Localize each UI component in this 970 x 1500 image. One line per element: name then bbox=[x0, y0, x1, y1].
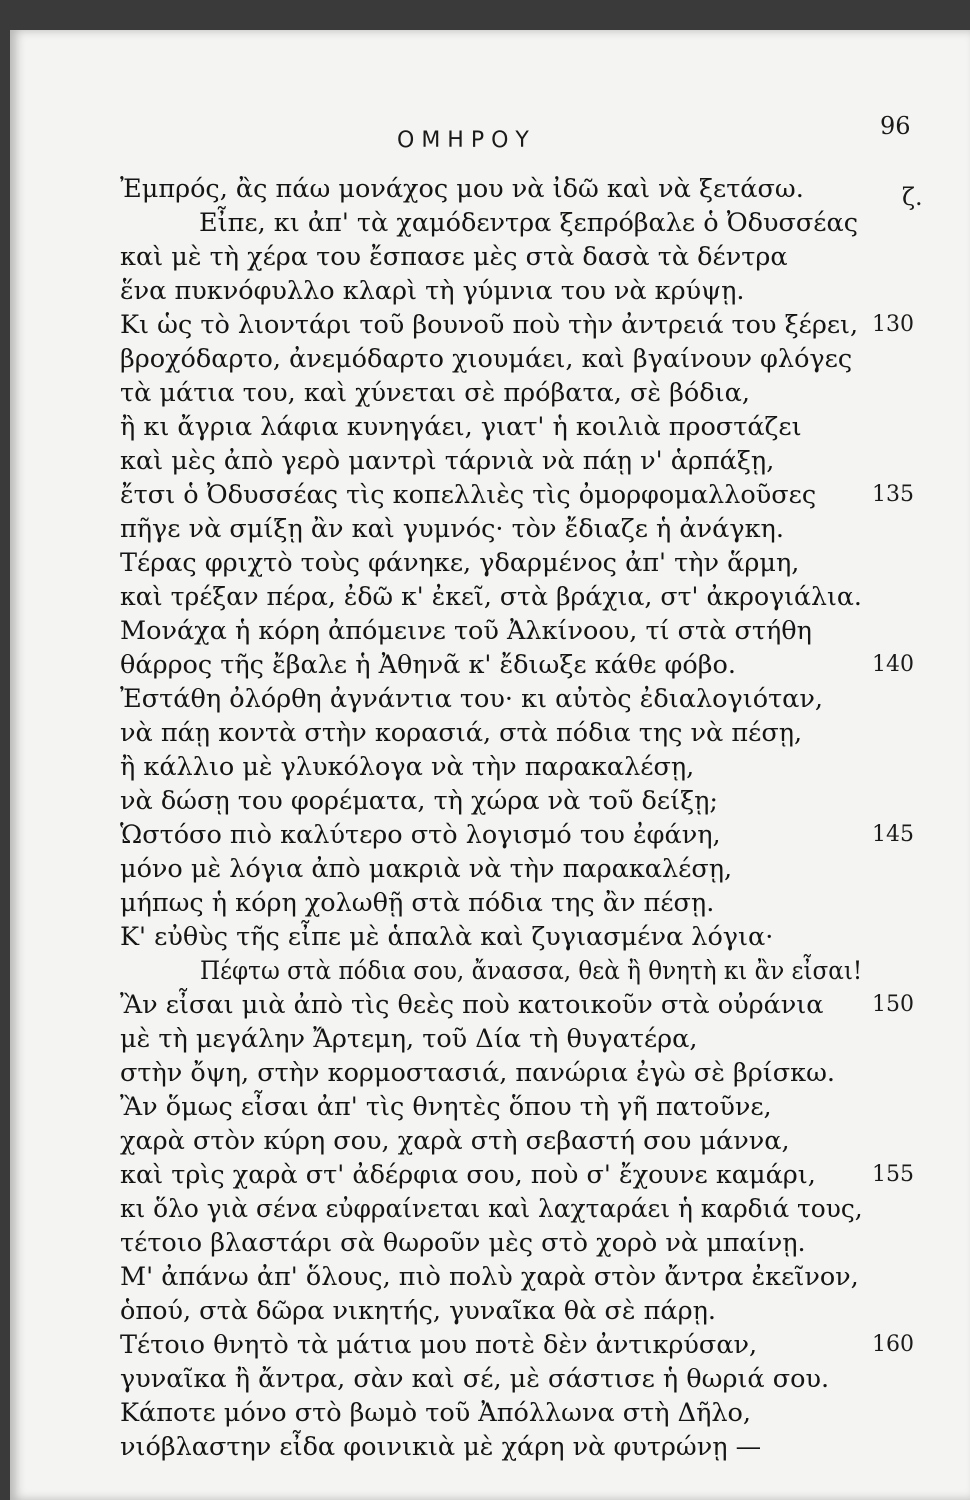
line-number: 135 bbox=[872, 482, 914, 507]
verse-line: Ἂν ὅμως εἶσαι ἀπ' τὶς θνητὲς ὅπου τὴ γῆ πατοῦνε, bbox=[120, 1092, 772, 1122]
verse-line: Ἐστάθη ὀλόρθη ἀγνάντια του· κι αὐτὸς ἐδιαλογιόταν, bbox=[120, 684, 824, 714]
verse-line: Ὡστόσο πιὸ καλύτερο στὸ λογισμό του ἐφάνη, bbox=[120, 820, 721, 850]
verse-line: ἕνα πυκνόφυλλο κλαρὶ τὴ γύμνια του νὰ κρύψῃ. bbox=[120, 276, 745, 306]
verse-line: μὲ τὴ μεγάλην Ἄρτεμη, τοῦ Δία τὴ θυγατέρα, bbox=[120, 1024, 698, 1054]
verse-line: νιόβλαστην εἶδα φοινικιὰ μὲ χάρη νὰ φυτρώνῃ — bbox=[120, 1432, 762, 1462]
verse-line: νὰ πάῃ κοντὰ στὴν κορασιά, στὰ πόδια της νὰ πέσῃ, bbox=[120, 718, 803, 748]
verse-line: Τέρας φριχτὸ τοὺς φάνηκε, γδαρμένος ἀπ' τὴν ἅρμη, bbox=[120, 548, 800, 578]
line-number: 145 bbox=[872, 822, 914, 847]
verse-line: νὰ δώσῃ του φορέματα, τὴ χώρα νὰ τοῦ δείξῃ; bbox=[120, 786, 718, 816]
verse-line: καὶ τρὶς χαρὰ στ' ἀδέρφια σου, ποὺ σ' ἔχουνε καμάρι, bbox=[120, 1160, 816, 1190]
verse-line: Μονάχα ἡ κόρη ἀπόμεινε τοῦ Ἀλκίνοου, τί στὰ στήθη bbox=[120, 616, 812, 646]
verse-line: ἢ κι ἄγρια λάφια κυνηγάει, γιατ' ἡ κοιλιὰ προστάζει bbox=[120, 412, 802, 442]
verse-line: χαρὰ στὸν κύρη σου, χαρὰ στὴ σεβαστή σου μάννα, bbox=[120, 1126, 790, 1156]
line-number: 130 bbox=[872, 312, 914, 337]
verse-line: Εἶπε, κι ἀπ' τὰ χαμόδεντρα ξεπρόβαλε ὁ Ὀδυσσέας bbox=[199, 208, 858, 238]
line-number: 150 bbox=[872, 992, 914, 1017]
running-title: ΟΜΗΡΟΥ bbox=[397, 128, 536, 153]
verse-line: καὶ τρέξαν πέρα, ἐδῶ κ' ἐκεῖ, στὰ βράχια, στ' ἀκρογιάλια. bbox=[120, 582, 862, 612]
line-number: 155 bbox=[872, 1162, 914, 1187]
line-number: 160 bbox=[872, 1332, 914, 1357]
verse-line: μόνο μὲ λόγια ἀπὸ μακριὰ νὰ τὴν παρακαλέσῃ, bbox=[120, 854, 733, 884]
verse-line: ὁπού, στὰ δῶρα νικητής, γυναῖκα θὰ σὲ πάρῃ. bbox=[120, 1296, 717, 1326]
verse-line: μήπως ἡ κόρη χολωθῇ στὰ πόδια της ἂν πέσῃ. bbox=[120, 888, 715, 918]
verse-line: τὰ μάτια του, καὶ χύνεται σὲ πρόβατα, σὲ βόδια, bbox=[120, 378, 750, 408]
verse-line: Πέφτω στὰ πόδια σου, ἄνασσα, θεὰ ἢ θνητὴ κι ἂν εἶσαι! bbox=[200, 956, 863, 986]
verse-line: Ἐμπρός, ἂς πάω μονάχος μου νὰ ἰδῶ καὶ νὰ ξετάσω. bbox=[120, 174, 804, 204]
line-number: 140 bbox=[872, 652, 914, 677]
verse-line: Μ' ἀπάνω ἀπ' ὅλους, πιὸ πολὺ χαρὰ στὸν ἄντρα ἐκεῖνον, bbox=[120, 1262, 859, 1292]
verse-line: ἔτσι ὁ Ὀδυσσέας τὶς κοπελλιὲς τὶς ὀμορφομαλλοῦσες bbox=[120, 480, 817, 510]
verse-line: βροχόδαρτο, ἀνεμόδαρτο χιουμάει, καὶ βγαίνουν φλόγες bbox=[120, 344, 853, 374]
verse-line: Κι ὡς τὸ λιοντάρι τοῦ βουνοῦ ποὺ τὴν ἀντρειά του ξέρει, bbox=[120, 310, 859, 340]
verse-line: Κ' εὐθὺς τῆς εἶπε μὲ ἁπαλὰ καὶ ζυγιασμένα λόγια· bbox=[120, 922, 774, 952]
verse-line: στὴν ὄψη, στὴν κορμοστασιά, πανώρια ἐγὼ σὲ βρίσκω. bbox=[120, 1058, 835, 1088]
verse-line: καὶ μὲς ἀπὸ γερὸ μαντρὶ τάρνιὰ νὰ πάῃ ν' ἁρπάξῃ, bbox=[120, 446, 775, 476]
verse-line: ἢ κάλλιο μὲ γλυκόλογα νὰ τὴν παρακαλέσῃ, bbox=[120, 752, 695, 782]
verse-line: Τέτοιο θνητὸ τὰ μάτια μου ποτὲ δὲν ἀντικρύσαν, bbox=[120, 1330, 758, 1360]
verse-line: Ἂν εἶσαι μιὰ ἀπὸ τὶς θεὲς ποὺ κατοικοῦν στὰ οὐράνια bbox=[120, 990, 824, 1020]
book-letter: ζ. bbox=[902, 183, 923, 211]
verse-line: καὶ μὲ τὴ χέρα του ἔσπασε μὲς στὰ δασὰ τὰ δέντρα bbox=[120, 242, 788, 272]
verse-line: Κάποτε μόνο στὸ βωμὸ τοῦ Ἀπόλλωνα στὴ Δῆλο, bbox=[120, 1398, 751, 1428]
page-number: 96 bbox=[880, 112, 911, 140]
verse-line: γυναῖκα ἢ ἄντρα, σὰν καὶ σέ, μὲ σάστισε ἡ θωριά σου. bbox=[120, 1364, 830, 1394]
verse-line: πῆγε νὰ σμίξῃ ἂν καὶ γυμνός· τὸν ἔδιαζε ἡ ἀνάγκη. bbox=[120, 514, 784, 544]
verse-line: τέτοιο βλαστάρι σὰ θωροῦν μὲς στὸ χορὸ νὰ μπαίνῃ. bbox=[120, 1228, 806, 1258]
verse-line: θάρρος τῆς ἔβαλε ἡ Ἀθηνᾶ κ' ἔδιωξε κάθε φόβο. bbox=[120, 650, 736, 680]
verse-line: κι ὅλο γιὰ σένα εὐφραίνεται καὶ λαχταράει ἡ καρδιά τους, bbox=[120, 1194, 863, 1224]
